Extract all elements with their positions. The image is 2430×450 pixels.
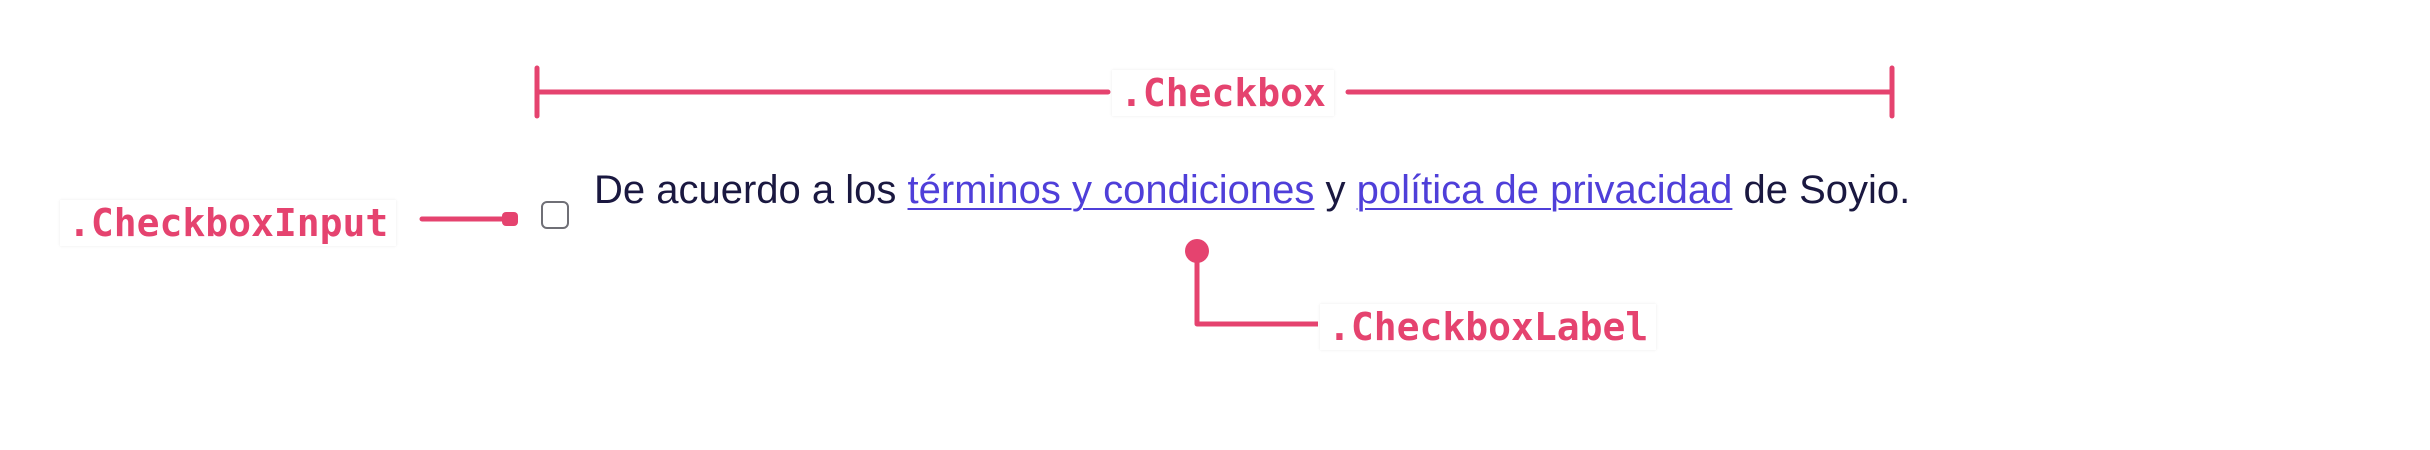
checkbox-input[interactable] xyxy=(541,201,569,229)
label-text-after: de Soyio. xyxy=(1732,168,1911,212)
label-text-before: De acuerdo a los xyxy=(594,168,908,212)
checkbox-input-annotation-label: .CheckboxInput xyxy=(60,200,396,246)
checkbox-label-annotation-label: .CheckboxLabel xyxy=(1320,304,1656,350)
checkbox-annotation-label: .Checkbox xyxy=(1112,70,1334,116)
checkbox-label-leader xyxy=(1185,239,1318,324)
label-connector: y xyxy=(1314,168,1357,212)
privacy-link[interactable]: política de privacidad xyxy=(1356,168,1733,212)
checkbox-label xyxy=(594,158,1924,222)
checkbox-input-leader xyxy=(422,212,518,226)
terms-link[interactable]: términos y condiciones xyxy=(907,168,1315,212)
